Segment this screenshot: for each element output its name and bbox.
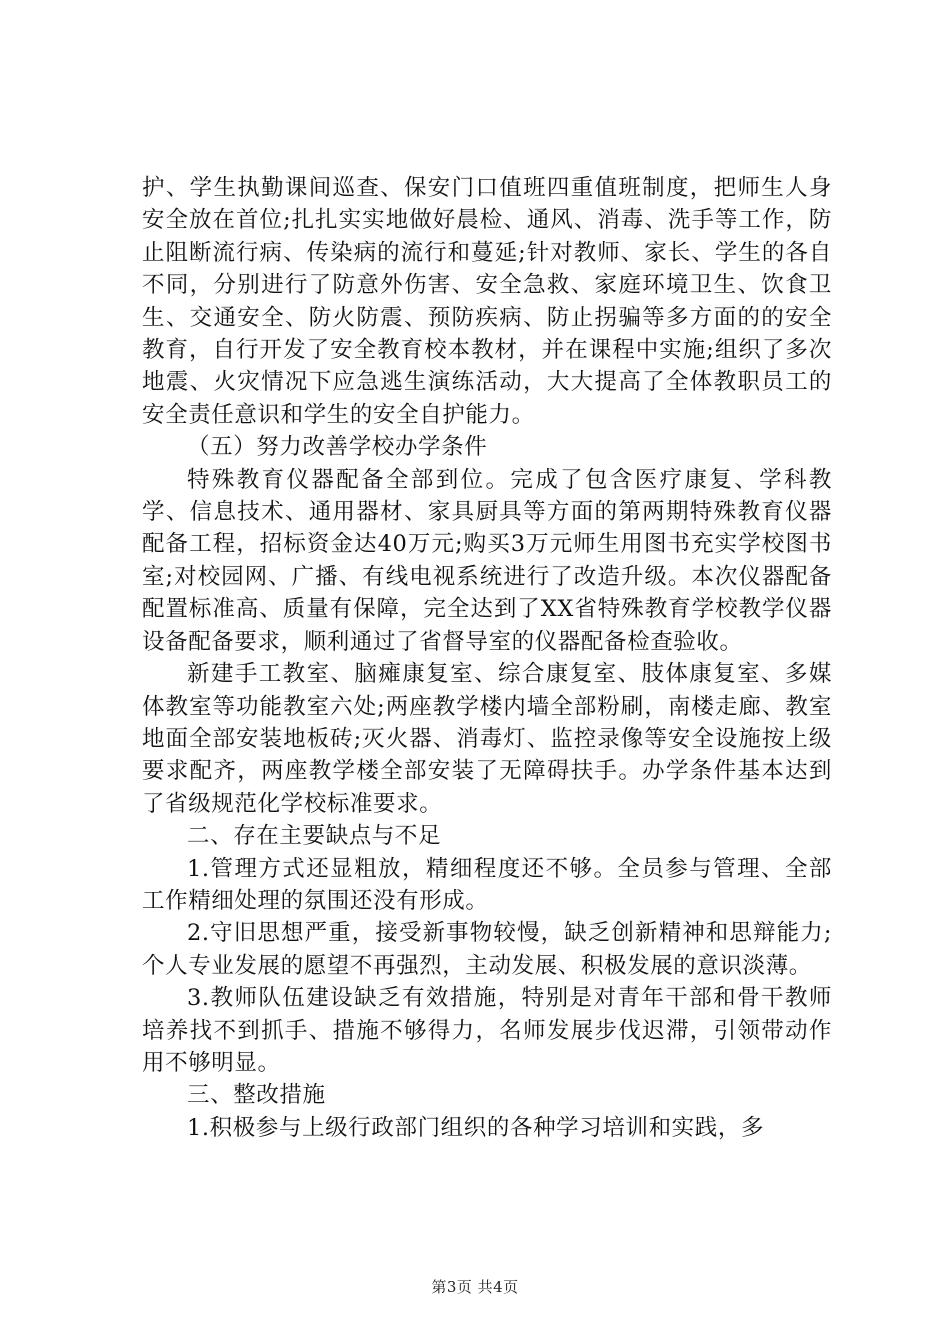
heading-rectification: 三、整改措施 (187, 1082, 326, 1109)
list-item-rectification-1: 1.积极参与上级行政部门组织的各种学习培训和实践，多 (187, 1114, 765, 1141)
paragraph-safety-continuation: 护、学生执勤课间巡查、保安门口值班四重值班制度，把师生人身安全放在首位;扎扎实实地做好晨检、通风、消毒、洗手等工作，防止阻断流行病、传染病的流行和蔓延;针对教师、家长、学生的各自不同，分别进行了防意外伤害、安全急救、家庭环境卫生、饮食卫生、交通安全、防火防震、预防疾病、防止拐骗等多方面的的安全教育，自行开发了安全教育校本教材，并在课程中实施;组织了多次地震、火灾情况下应急逃生演练活动，大大提高了全体教职员工的安全责任意识和学生的安全自护能力。 (142, 175, 832, 428)
paragraph-equipment: 特殊教育仪器配备全部到位。完成了包含医疗康复、学科教学、信息技术、通用器材、家具厨具等方面的第两期特殊教育仪器配备工程，招标资金达40万元;购买3万元师生用图书充实学校图书室;对校园网、广播、有线电视系统进行了改造升级。本次仪器配备配置标准高、质量有保障，完全达到了XX省特殊教育学校教学仪器设备配备要求，顺利通过了省督导室的仪器配备检查验收。 (142, 466, 832, 655)
page-number-footer: 第3页 共4页 (431, 1278, 519, 1296)
document-body (142, 172, 832, 1144)
heading-shortcomings: 二、存在主要缺点与不足 (187, 823, 442, 850)
list-item-shortcoming-3: 3.教师队伍建设缺乏有效措施，特别是对青年干部和骨干教师培养找不到抓手、措施不够得力，名师发展步伐迟滞，引领带动作用不够明显。 (142, 985, 832, 1076)
list-item-shortcoming-2: 2.守旧思想严重，接受新事物较慢，缺乏创新精神和思辩能力;个人专业发展的愿望不再强烈，主动发展、积极发展的意识淡薄。 (142, 920, 832, 979)
heading-improve-conditions: （五）努力改善学校办学条件 (187, 434, 488, 461)
paragraph-new-classrooms: 新建手工教室、脑瘫康复室、综合康复室、肢体康复室、多媒体教室等功能教室六处;两座教学楼内墙全部粉刷，南楼走廊、教室地面全部安装地板砖;灭火器、消毒灯、监控录像等安全设施按上级要求配齐，两座教学楼全部安装了无障碍扶手。办学条件基本达到了省级规范化学校标准要求。 (142, 661, 832, 817)
list-item-shortcoming-1: 1.管理方式还显粗放，精细程度还不够。全员参与管理、全部工作精细处理的氛围还没有形成。 (142, 855, 832, 914)
